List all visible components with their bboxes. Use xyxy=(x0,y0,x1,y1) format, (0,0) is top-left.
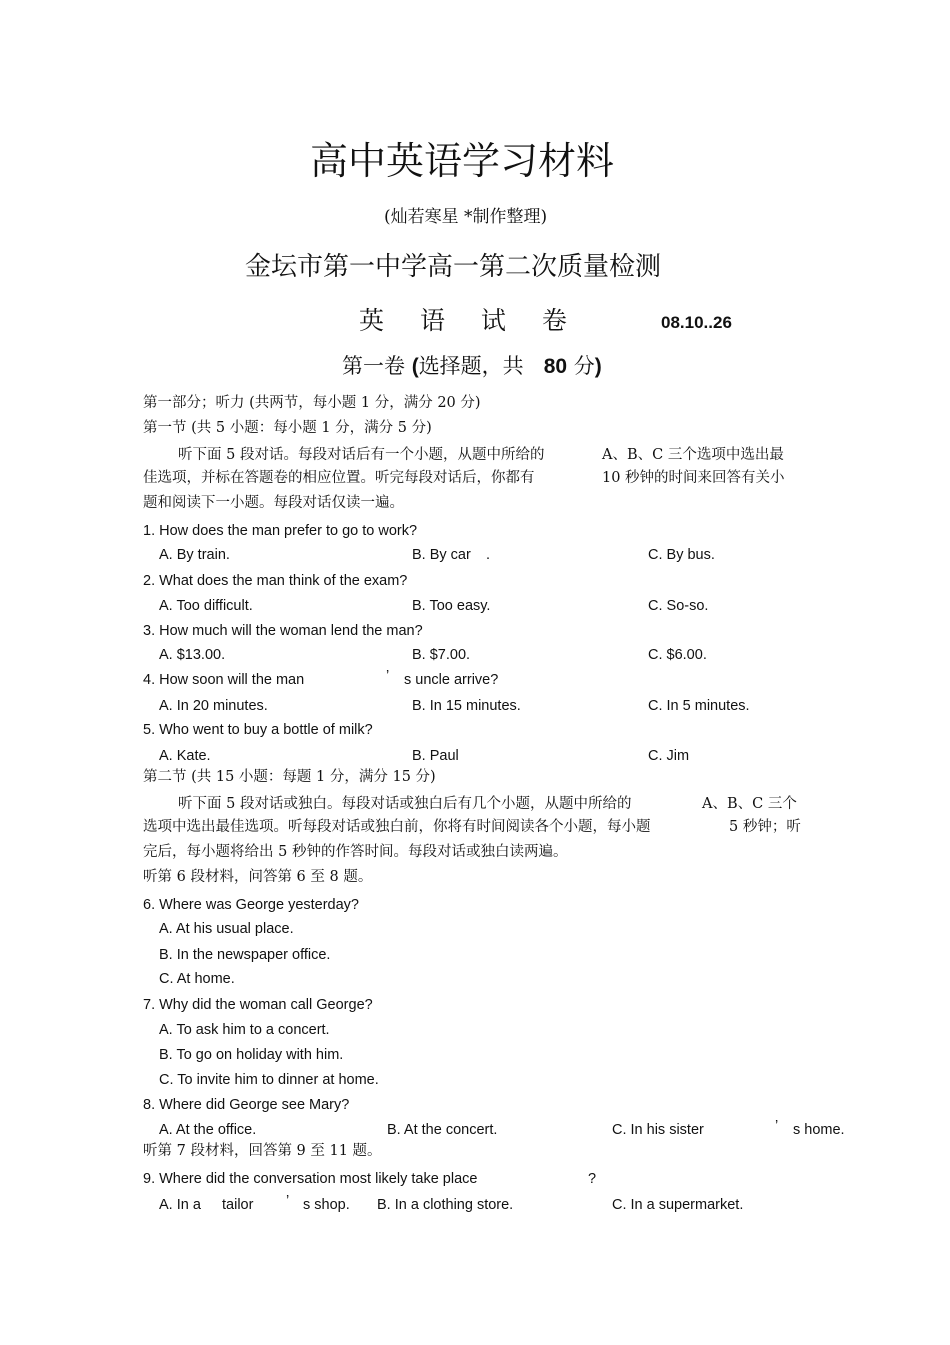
question-stem: 1. How does the man prefer to go to work? xyxy=(143,523,418,539)
section2-heading: 第二节 (共 15 小题：每题 1 分，满分 15 分) xyxy=(143,769,436,785)
material-subtitle: (灿若寒星 *制作整理) xyxy=(384,207,548,227)
instructions2-line: 选项中选出最佳选项。听每段对话或独白前，你将有时间阅读各个小题，每小题 xyxy=(143,819,651,835)
option-c: C. By bus. xyxy=(648,547,715,563)
question-mark: ? xyxy=(588,1171,597,1187)
option-b: B. At the concert. xyxy=(387,1122,498,1138)
option-c: C. At home. xyxy=(159,971,235,987)
option-c-cont: s home. xyxy=(793,1122,845,1138)
volume-unit: 分 xyxy=(573,354,595,378)
apostrophe: ’ xyxy=(286,1193,290,1209)
instructions-line: A、B、C 三个选项中选出最 xyxy=(602,447,784,463)
apostrophe: ’ xyxy=(386,668,390,684)
option-c: C. $6.00. xyxy=(648,647,707,663)
volume-prefix: 第一卷 xyxy=(342,354,405,378)
option-b: B. Paul xyxy=(412,748,459,764)
option-a: A. Too difficult. xyxy=(159,598,253,614)
paper-title: 英 语 试 卷 xyxy=(359,306,581,335)
option-c: C. Jim xyxy=(648,748,690,764)
option-a: A. In a xyxy=(159,1197,201,1213)
option-a: A. Kate. xyxy=(159,748,211,764)
option-b: B. To go on holiday with him. xyxy=(159,1047,344,1063)
option-c: C. So-so. xyxy=(648,598,709,614)
material-title: 高中英语学习材料 xyxy=(310,139,615,183)
instructions-line: 题和阅读下一小题。每段对话仅读一遍。 xyxy=(143,495,404,511)
question-stem: 2. What does the man think of the exam? xyxy=(143,573,408,589)
volume-paren-open: ( xyxy=(411,355,419,378)
instructions2-line: 完后，每小题将给出 5 秒钟的作答时间。每段对话或独白读两遍。 xyxy=(143,844,568,860)
option-a-cont: tailor xyxy=(222,1197,254,1213)
option-a: A. To ask him to a concert. xyxy=(159,1022,330,1038)
material-7-heading: 听第 7 段材料，回答第 9 至 11 题。 xyxy=(143,1143,382,1159)
option-c: C. To invite him to dinner at home. xyxy=(159,1072,379,1088)
apostrophe: ’ xyxy=(775,1118,779,1134)
question-stem: 3. How much will the woman lend the man? xyxy=(143,623,423,639)
instructions-line: 10 秒钟的时间来回答有关小 xyxy=(602,470,785,486)
volume-heading xyxy=(342,356,602,377)
option-b: B. In the newspaper office. xyxy=(159,947,331,963)
volume-score: 80 xyxy=(543,355,568,378)
option-a: A. At his usual place. xyxy=(159,921,294,937)
instructions-line: 听下面 5 段对话。每段对话后有一个小题，从题中所给的 xyxy=(178,447,545,463)
option-a: A. At the office. xyxy=(159,1122,257,1138)
option-b: B. Too easy. xyxy=(412,598,491,614)
option-b: B. $7.00. xyxy=(412,647,471,663)
instructions-line: 佳选项，并标在答题卷的相应位置。听完每段对话后，你都有 xyxy=(143,470,535,486)
option-b: B. In 15 minutes. xyxy=(412,698,521,714)
question-stem: 7. Why did the woman call George? xyxy=(143,997,373,1013)
option-a-cont: s shop. xyxy=(303,1197,350,1213)
material-6-heading: 听第 6 段材料，问答第 6 至 8 题。 xyxy=(143,869,373,885)
option-c: C. In 5 minutes. xyxy=(648,698,750,714)
question-stem: 4. How soon will the man xyxy=(143,672,305,688)
option-c: C. In a supermarket. xyxy=(612,1197,744,1213)
question-stem-cont: s uncle arrive? xyxy=(404,672,499,688)
school-exam-title: 金坛市第一中学高一第二次质量检测 xyxy=(245,252,662,282)
part1-heading: 第一部分；听力 (共两节，每小题 1 分，满分 20 分) xyxy=(143,395,481,411)
volume-paren-close: ) xyxy=(594,355,602,378)
option-b-period: . xyxy=(486,547,491,563)
option-b: B. In a clothing store. xyxy=(377,1197,514,1213)
section1-heading: 第一节 (共 5 小题：每小题 1 分，满分 5 分) xyxy=(143,420,432,436)
instructions2-line: 听下面 5 段对话或独白。每段对话或独白后有几个小题，从题中所给的 xyxy=(178,796,632,812)
option-a: A. By train. xyxy=(159,547,230,563)
instructions2-line: A、B、C 三个 xyxy=(702,796,797,812)
question-stem: 8. Where did George see Mary? xyxy=(143,1097,350,1113)
question-stem: 9. Where did the conversation most likely take place xyxy=(143,1171,478,1187)
instructions2-line: 5 秒钟；听 xyxy=(729,819,801,835)
volume-mid: 选择题，共 xyxy=(418,354,524,378)
option-a: A. $13.00. xyxy=(159,647,226,663)
question-stem: 6. Where was George yesterday? xyxy=(143,897,359,913)
option-c: C. In his sister xyxy=(612,1122,704,1138)
question-stem: 5. Who went to buy a bottle of milk? xyxy=(143,722,373,738)
exam-date: 08.10..26 xyxy=(661,313,732,332)
option-a: A. In 20 minutes. xyxy=(159,698,268,714)
option-b: B. By car xyxy=(412,547,471,563)
